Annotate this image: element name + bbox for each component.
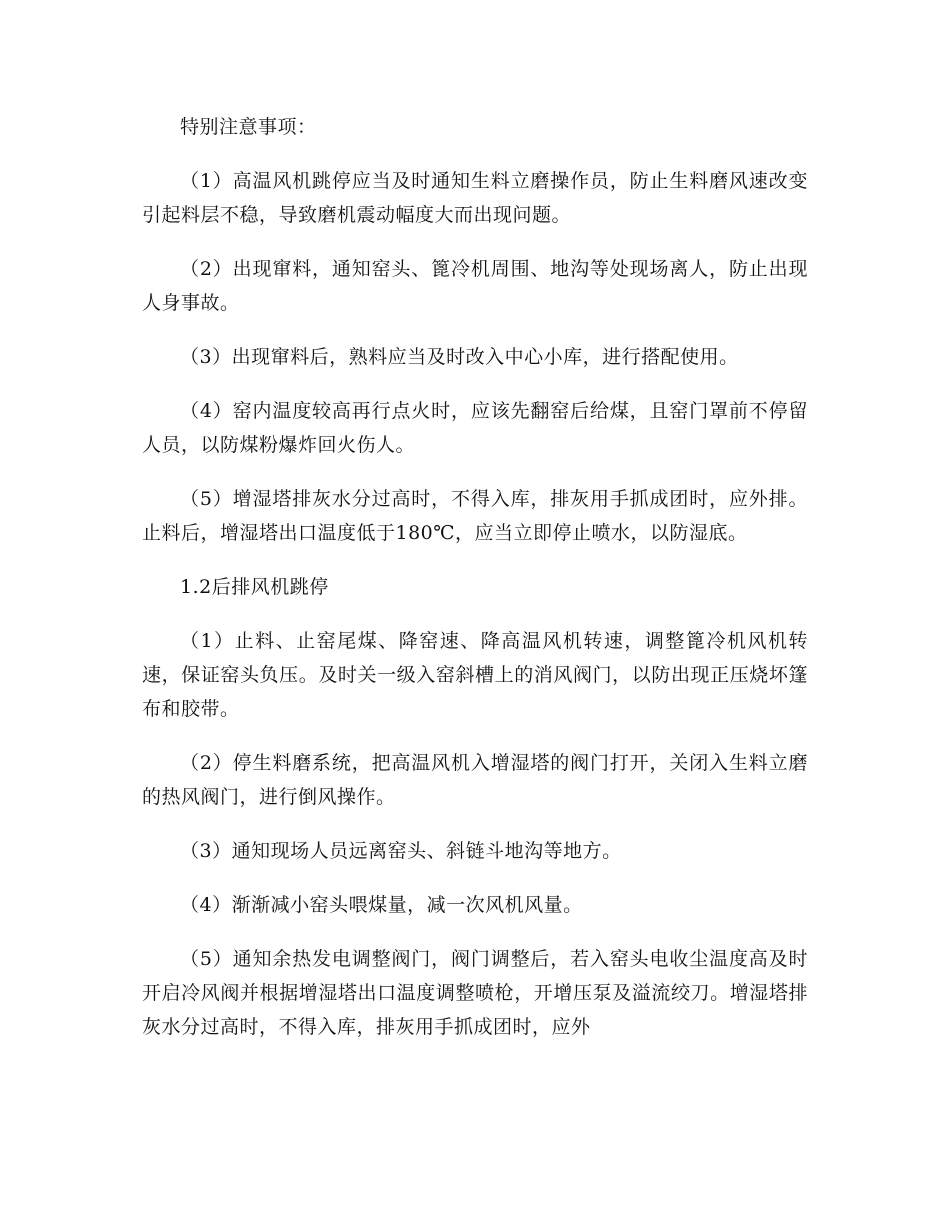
paragraph-step-1: （1）止料、止窑尾煤、降窑速、降高温风机转速，调整篦冷机风机转速，保证窑头负压。及时关一级入窑斜槽上的消风阀门，以防出现正压烧坏篷布和胶带。 — [142, 630, 808, 720]
paragraph-step-2: （2）停生料磨系统，把高温风机入增湿塔的阀门打开，关闭入生料立磨的热风阀门，进行倒风操作。 — [142, 752, 808, 808]
paragraph-note-1: （1）高温风机跳停应当及时通知生料立磨操作员，防止生料磨风速改变引起料层不稳，导致磨机震动幅度大而出现问题。 — [142, 170, 808, 226]
document-body — [142, 110, 808, 1044]
notes-heading: 特别注意事项： — [180, 116, 317, 138]
section-heading-1-2: 1.2后排风机跳停 — [180, 576, 329, 598]
paragraph-note-3: （3）出现窜料后，熟料应当及时改入中心小库，进行搭配使用。 — [180, 346, 739, 368]
paragraph-note-4: （4）窑内温度较高再行点火时，应该先翻窑后给煤，且窑门罩前不停留人员，以防煤粉爆炸回火伤人。 — [142, 400, 808, 456]
paragraph-step-5: （5）通知余热发电调整阀门，阀门调整后，若入窑头电收尘温度高及时开启冷风阀并根据增湿塔出口温度调整喷枪，开增压泵及溢流绞刀。增湿塔排灰水分过高时，不得入库，排灰用手抓成团时，应外 — [142, 948, 808, 1038]
paragraph-note-2: （2）出现窜料，通知窑头、篦冷机周围、地沟等处现场离人，防止出现人身事故。 — [142, 258, 808, 314]
paragraph-step-3: （3）通知现场人员远离窑头、斜链斗地沟等地方。 — [180, 840, 622, 862]
paragraph-step-4: （4）渐渐减小窑头喂煤量，减一次风机风量。 — [180, 894, 583, 916]
paragraph-note-5: （5）增湿塔排灰水分过高时，不得入库，排灰用手抓成团时，应外排。止料后，增湿塔出口温度低于180℃，应当立即停止喷水，以防湿底。 — [142, 488, 808, 544]
